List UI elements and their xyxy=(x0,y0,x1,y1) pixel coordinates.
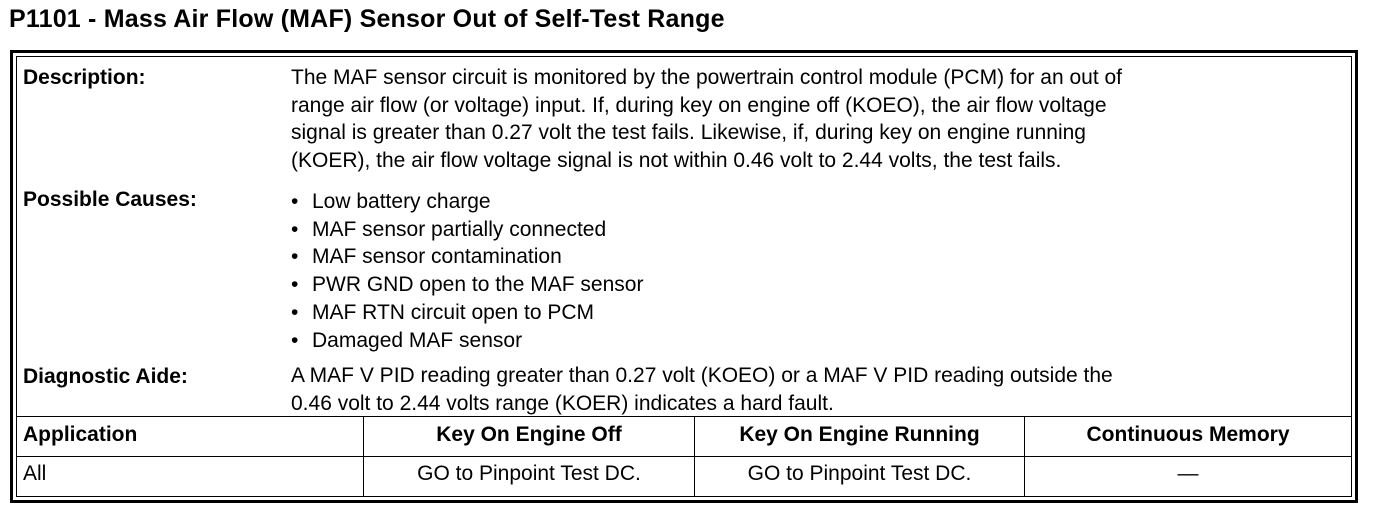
cause-text: MAF sensor partially connected xyxy=(312,217,607,241)
bullet-icon: • xyxy=(291,217,299,241)
description-line: range air flow (or voltage) input. If, during key on engine off (KOEO), the air flow voltage xyxy=(291,93,1107,117)
diagnostic-aide-text xyxy=(291,362,1113,417)
cause-text: MAF RTN circuit open to PCM xyxy=(312,300,595,324)
cell-continuous-memory: — xyxy=(1177,462,1199,485)
cause-item xyxy=(291,216,643,244)
description-line: signal is greater than 0.27 volt the test fails. Likewise, if, during key on engine running xyxy=(291,121,1086,144)
diagnostic-box-inner xyxy=(16,56,1352,497)
cause-text: Low battery charge xyxy=(312,190,491,213)
cause-item xyxy=(291,188,643,216)
cause-text: Damaged MAF sensor xyxy=(312,328,523,352)
cause-item xyxy=(291,327,643,355)
diagnostic-box xyxy=(10,50,1358,503)
header-koer: Key On Engine Running xyxy=(739,423,980,446)
application-table xyxy=(17,416,1351,497)
page-title: P1101 - Mass Air Flow (MAF) Sensor Out of Self-Test Range xyxy=(9,5,725,33)
header-continuous-memory: Continuous Memory xyxy=(1086,423,1290,446)
possible-causes-label: Possible Causes: xyxy=(23,188,197,211)
cell-koer: GO to Pinpoint Test DC. xyxy=(747,462,972,485)
possible-causes-list xyxy=(291,188,643,354)
diagnostic-aide-label: Diagnostic Aide: xyxy=(23,365,188,388)
diagnostic-aide-line: A MAF V PID reading greater than 0.27 volt (KOEO) or a MAF V PID reading outside the xyxy=(291,364,1113,387)
bullet-icon: • xyxy=(291,190,299,213)
cell-application: All xyxy=(23,462,47,485)
table-row-divider xyxy=(17,456,1351,457)
bullet-icon: • xyxy=(291,300,299,324)
cell-koeo: GO to Pinpoint Test DC. xyxy=(417,462,641,485)
bullet-icon: • xyxy=(291,273,299,297)
description-label: Description: xyxy=(23,66,146,89)
header-koeo: Key On Engine Off xyxy=(436,423,622,446)
cause-item xyxy=(291,243,643,271)
bullet-icon: • xyxy=(291,328,299,352)
cause-item xyxy=(291,299,643,327)
description-line: (KOER), the air flow voltage signal is not within 0.46 volt to 2.44 volts, the test fails. xyxy=(291,148,1062,172)
bullet-icon: • xyxy=(291,245,299,269)
cause-text: PWR GND open to the MAF sensor xyxy=(312,273,644,297)
cause-item xyxy=(291,271,643,299)
description-text xyxy=(291,64,1122,174)
description-line: The MAF sensor circuit is monitored by the powertrain control module (PCM) for an out of xyxy=(291,66,1122,89)
diagnostic-aide-line: 0.46 volt to 2.44 volts range (KOER) indicates a hard fault. xyxy=(291,391,834,415)
header-application: Application xyxy=(23,423,138,446)
cause-text: MAF sensor contamination xyxy=(312,245,562,269)
